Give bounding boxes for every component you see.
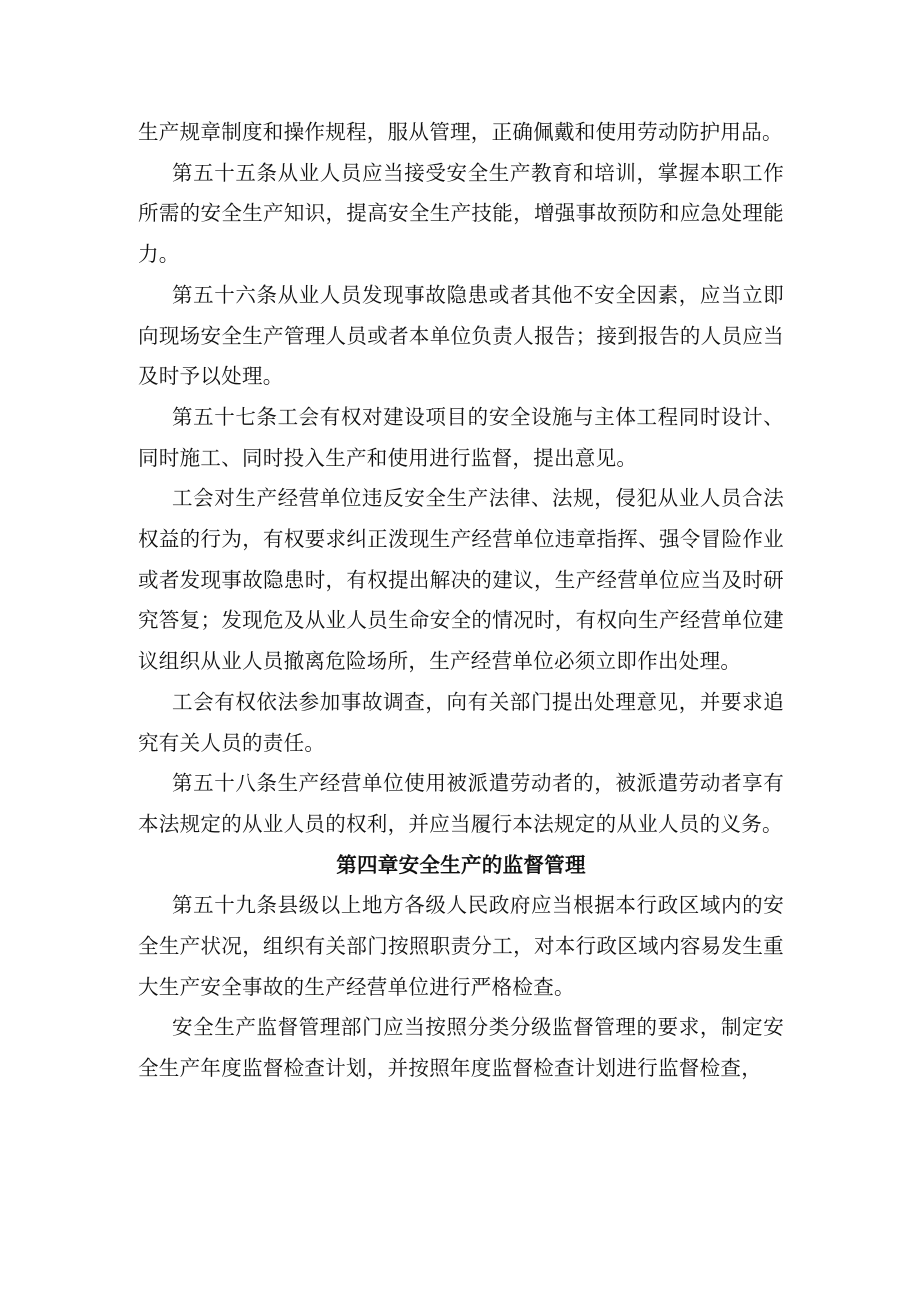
article-59: 第五十九条县级以上地方各级人民政府应当根据本行政区域内的安全生产状况，组织有关部门按照职责分工，对本行政区域内容易发生重大生产安全事故的生产经营单位进行严格检查。 [138,893,784,999]
chapter-heading: 第四章安全生产的监督管理 [336,852,586,877]
paragraph-continuation: 生产规章制度和操作规程，服从管理，正确佩戴和使用劳动防护用品。 [138,120,783,144]
article-58: 第五十八条生产经营单位使用被派遣劳动者的，被派遣劳动者享有本法规定的从业人员的权利，并应当履行本法规定的从业人员的义务。 [138,771,784,836]
article-56: 第五十六条从业人员发现事故隐患或者其他不安全因素，应当立即向现场安全生产管理人员或者本单位负责人报告；接到报告的人员应当及时予以处理。 [138,282,784,389]
article-57-union-investigation: 工会有权依法参加事故调查，向有关部门提出处理意见，并要求追究有关人员的责任。 [138,689,784,755]
article-57-union-supervision: 工会对生产经营单位违反安全生产法律、法规，侵犯从业人员合法权益的行为，有权要求纠正泼现生产经营单位违章指挥、强令冒险作业或者发现事故隐患时，有权提出解决的建议，生产经营单位应当及时研究答复；发现危及从业人员生命安全的情况时，有权向生产经营单位建议组织从业人员撤离危险场所，生产经营单位必须立即作出处理。 [138,486,784,674]
document-page [138,112,784,1089]
article-57: 第五十七条工会有权对建设项目的安全设施与主体工程同时设计、同时施工、同时投入生产和使用进行监督，提出意见。 [138,404,784,470]
article-59-supervision-plan: 安全生产监督管理部门应当按照分类分级监督管理的要求，制定安全生产年度监督检查计划，并按照年度监督检查计划进行监督检查， [138,1015,784,1081]
article-55: 第五十五条从业人员应当接受安全生产教育和培训，掌握本职工作所需的安全生产知识，提高安全生产技能，增强事故预防和应急处理能力。 [138,160,784,267]
